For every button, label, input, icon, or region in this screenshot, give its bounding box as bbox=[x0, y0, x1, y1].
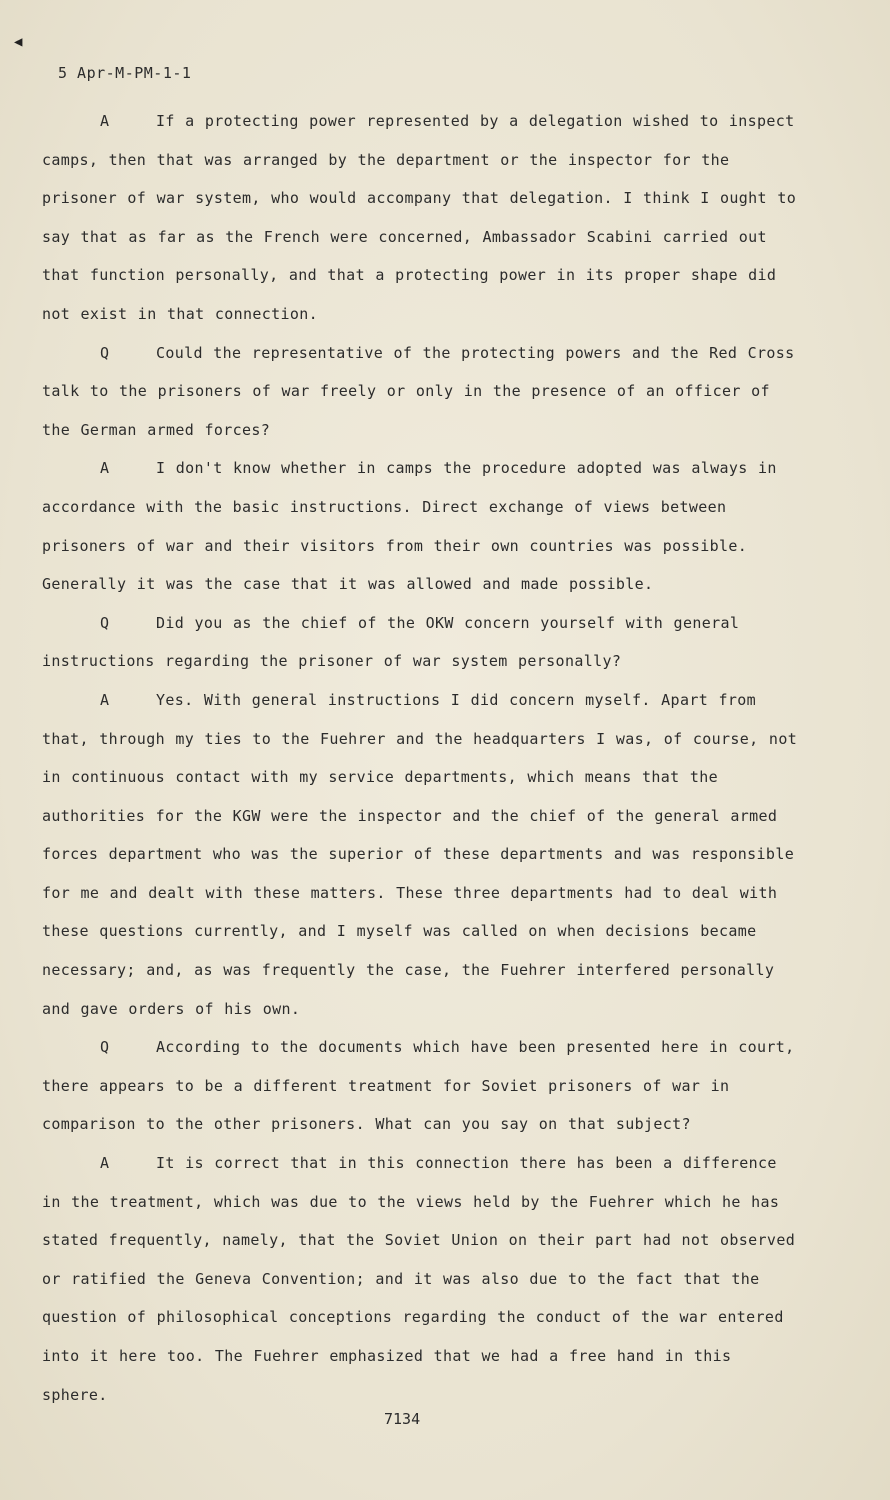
paragraph-text: Could the representative of the protecting powers and the Red Cross talk to the prisoners of war freely or only in the presence of an officer of the German armed forces? bbox=[42, 343, 795, 439]
paragraph-answer bbox=[42, 1144, 802, 1414]
transcript-body bbox=[42, 102, 802, 1414]
paragraph-question bbox=[42, 1028, 802, 1144]
paragraph-text: It is correct that in this connection there has been a difference in the treatment, which was due to the views held by the Fuehrer which he has stated frequently, namely, that the Soviet Union on their part had not observed or ratified the Geneva Convention; and it was also due to the fact that the question of philosophical conceptions regarding the conduct of the war entered into it here too. The Fuehrer emphasized that we had a free hand in this sphere. bbox=[42, 1154, 796, 1404]
paragraph-text: According to the documents which have been presented here in court, there appears to be a different treatment for Soviet prisoners of war in comparison to the other prisoners. What can you say on that subject? bbox=[42, 1038, 795, 1134]
speaker-label: A bbox=[100, 459, 110, 478]
margin-arrow-mark: ◀ bbox=[14, 34, 23, 50]
speaker-label: Q bbox=[100, 1038, 110, 1057]
speaker-label: A bbox=[100, 112, 110, 130]
paragraph-text: I don't know whether in camps the procedure adopted was always in accordance with the basic instructions. Direct exchange of views between prisoners of war and their visitors from their own countries was possible. Generally it was the case that it was allowed and made possible. bbox=[42, 459, 777, 594]
paragraph-text: If a protecting power represented by a delegation wished to inspect camps, then that was arranged by the department or the inspector for the prisoner of war system, who would accompany that delegation. I think I ought to say that as far as the French were concerned, Ambassador Scabini carried out that function personally, and that a protecting power in its proper shape did not exist in that connection. bbox=[42, 112, 797, 323]
paragraph-question bbox=[42, 604, 802, 681]
speaker-label: Q bbox=[100, 343, 110, 362]
paragraph-text: Did you as the chief of the OKW concern yourself with general instructions regarding the prisoner of war system personally? bbox=[42, 613, 740, 671]
speaker-label: Q bbox=[100, 613, 110, 632]
paragraph-answer bbox=[42, 449, 802, 603]
paragraph-text: Yes. With general instructions I did concern myself. Apart from that, through my ties to the Fuehrer and the headquarters I was, of course, not in continuous contact with my service departments, which means that the authorities for the KGW were the inspector and the chief of the general armed forces department who was the superior of these departments and was responsible for me and dealt with these matters. These three departments had to deal with these questions currently, and I myself was called on when decisions became necessary; and, as was frequently the case, the Fuehrer interfered personally and gave orders of his own. bbox=[42, 690, 798, 1018]
paragraph-question bbox=[42, 334, 802, 450]
speaker-label: A bbox=[100, 690, 110, 709]
page-header: 5 Apr-M-PM-1-1 bbox=[58, 64, 192, 82]
paragraph-answer bbox=[42, 102, 802, 334]
paragraph-answer bbox=[42, 681, 802, 1028]
speaker-label: A bbox=[100, 1154, 110, 1173]
page-number: 7134 bbox=[384, 1410, 421, 1428]
